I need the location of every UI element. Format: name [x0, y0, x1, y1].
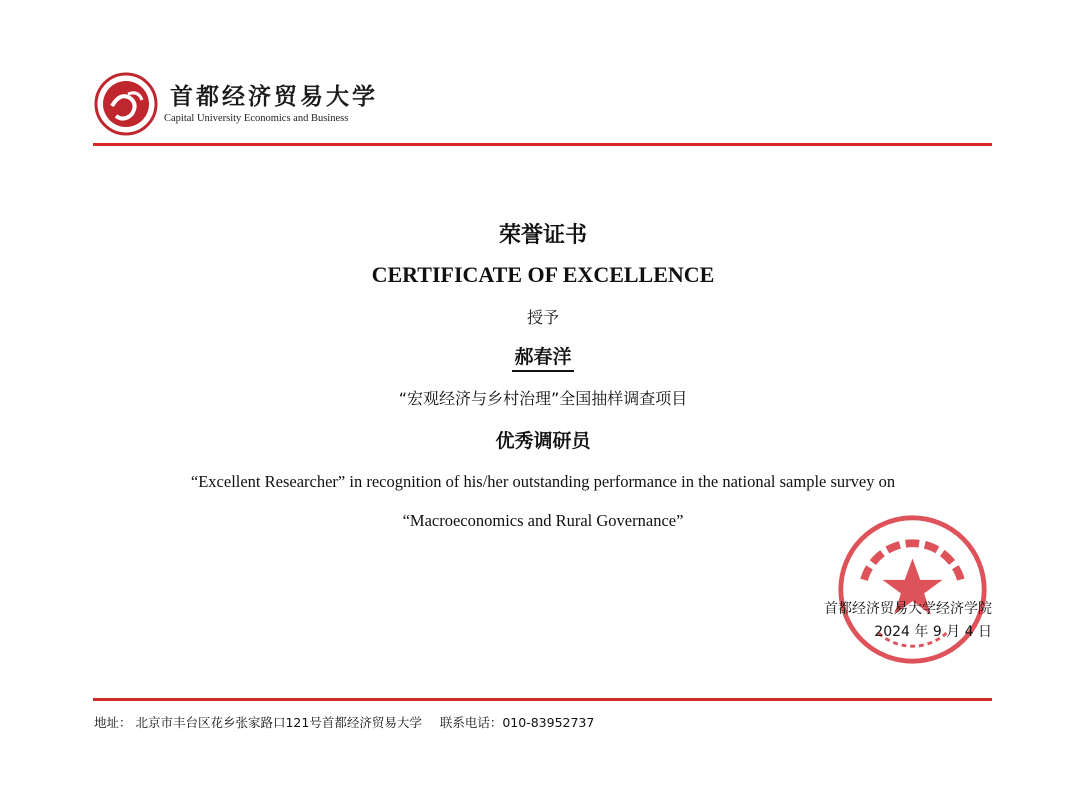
- honor-title: 优秀调研员: [495, 430, 591, 452]
- recipient-name: 郝春洋: [512, 346, 573, 372]
- project-name: “宏观经济与乡村治理”全国抽样调查项目: [398, 389, 688, 408]
- university-name-en: Capital University Economics and Business: [164, 113, 349, 124]
- description-line-1: “Excellent Researcher” in recognition of his/her outstanding performance in the national sample survey on: [190, 472, 896, 491]
- issue-date: 2024 年 9 月 4 日: [874, 624, 992, 640]
- recipient-name-wrap: [0, 342, 1086, 369]
- issuer-name: 首都经济贸易大学经济学院: [824, 601, 992, 617]
- official-red-seal-icon: [835, 512, 990, 667]
- university-name-cn: 首都经济贸易大学: [170, 83, 378, 110]
- header-divider: [93, 143, 992, 146]
- footer-divider: [93, 698, 992, 701]
- footer-contact: [94, 713, 594, 731]
- footer-phone: 联系电话：010-83952737: [439, 715, 595, 730]
- footer-address: 地址： 北京市丰台区花乡张家路口121号首都经济贸易大学: [94, 715, 422, 730]
- certificate-title-en: CERTIFICATE OF EXCELLENCE: [371, 262, 715, 287]
- awarded-to-label: 授予: [526, 308, 559, 327]
- university-emblem-icon: [94, 72, 158, 136]
- description-line-2: “Macroeconomics and Rural Governance”: [402, 511, 684, 530]
- certificate-title-cn: 荣誉证书: [498, 223, 587, 248]
